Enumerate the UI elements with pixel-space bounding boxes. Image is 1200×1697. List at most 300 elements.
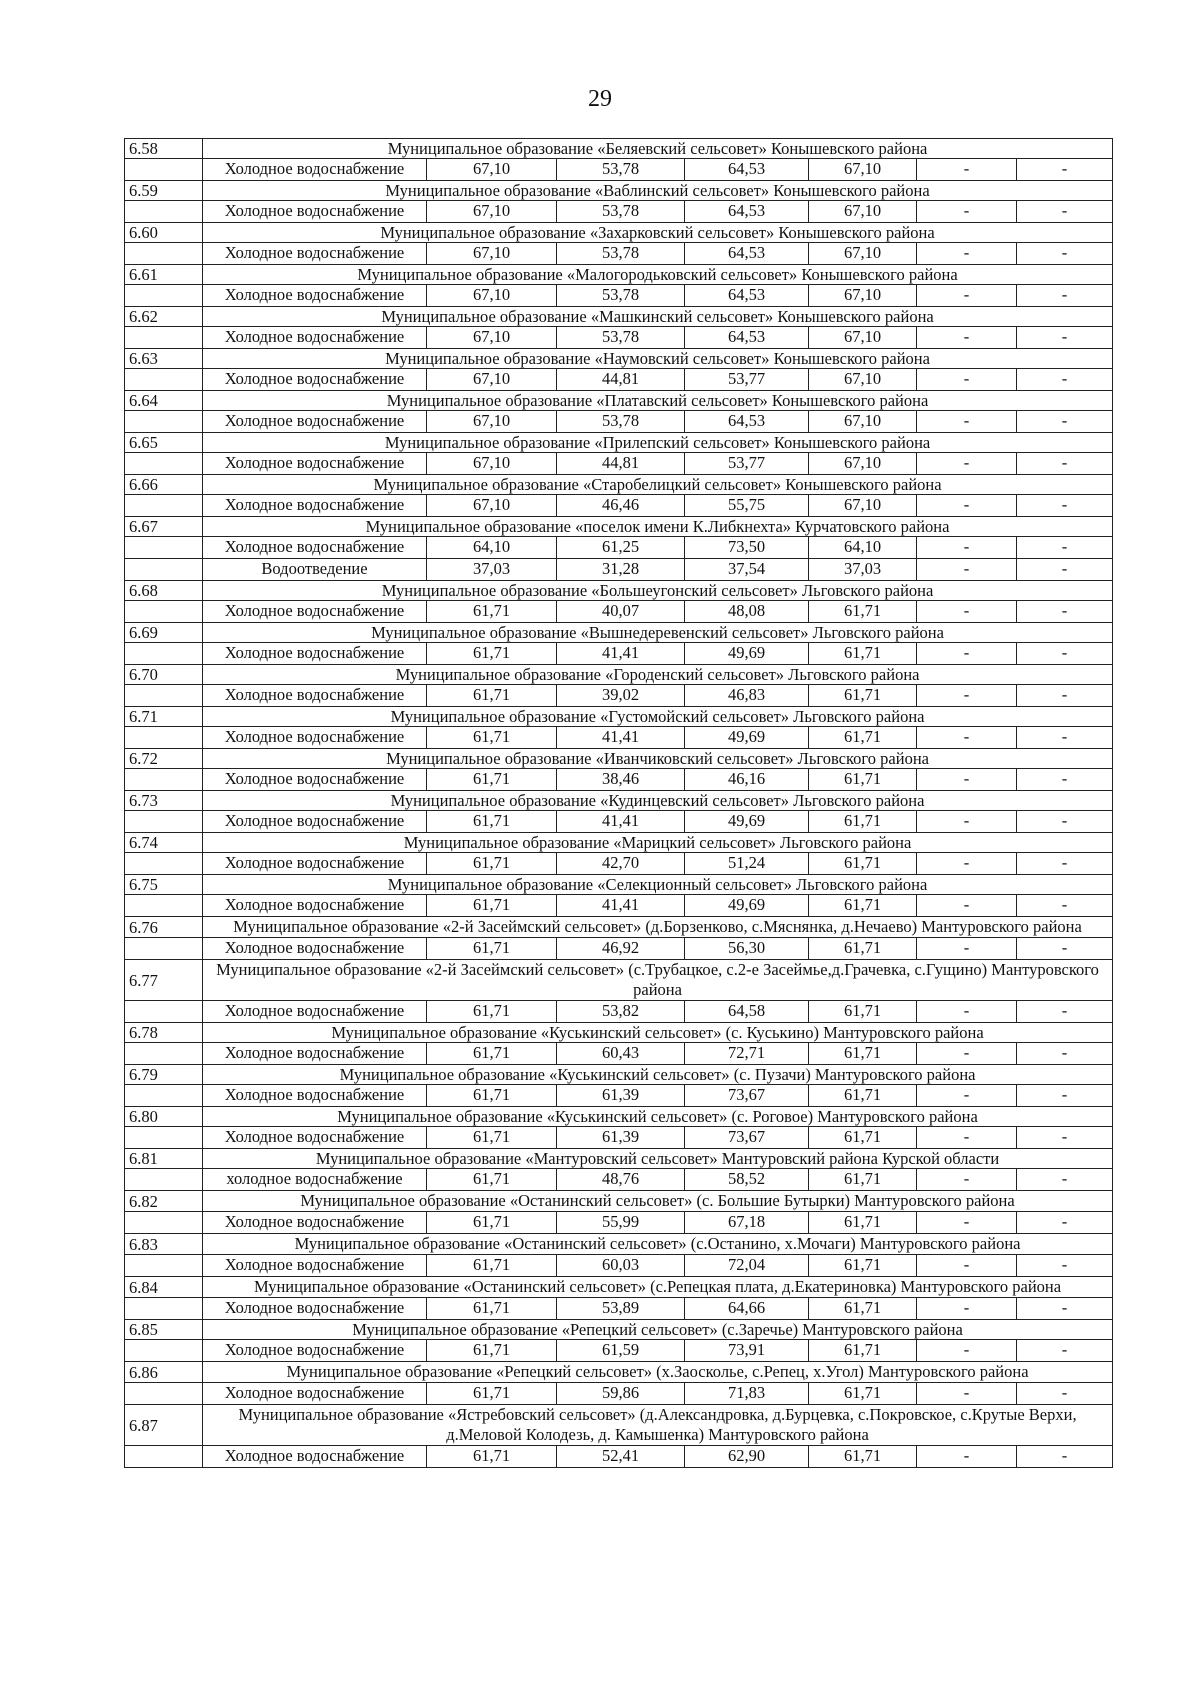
section-title: Муниципальное образование «Мантуровский сельсовет» Мантуровский района Курской области — [203, 1149, 1113, 1169]
section-title: Муниципальное образование «Останинский сельсовет» (с.Репецкая плата, д.Екатериновка) Мантуровского района — [203, 1277, 1113, 1298]
section-header-row — [125, 307, 1113, 327]
section-title: Муниципальное образование «2-й Засеймский сельсовет» (с.Трубацкое, с.2-е Засеймье,д.Грачевка, с.Гущино) Мантуровского района — [203, 960, 1113, 1001]
tariff-value: - — [1017, 201, 1113, 223]
tariff-value: - — [917, 769, 1017, 791]
tariff-value: 67,10 — [809, 327, 917, 349]
tariff-value: 67,10 — [809, 453, 917, 475]
tariff-value: 55,99 — [557, 1212, 685, 1234]
tariff-value: 55,75 — [685, 495, 809, 517]
section-title: Муниципальное образование «Машкинский сельсовет» Конышевского района — [203, 307, 1113, 327]
tariff-row — [125, 601, 1113, 623]
tariff-value: - — [1017, 453, 1113, 475]
tariff-value: 51,24 — [685, 853, 809, 875]
section-title: Муниципальное образование «Густомойский сельсовет» Льговского района — [203, 707, 1113, 727]
section-header-row — [125, 665, 1113, 685]
section-title: Муниципальное образование «Захарковский сельсовет» Конышевского района — [203, 223, 1113, 243]
tariff-row — [125, 643, 1113, 665]
tariff-value: - — [1017, 727, 1113, 749]
section-number: 6.61 — [125, 265, 203, 285]
section-title: Муниципальное образование «поселок имени К.Либкнехта» Курчатовского района — [203, 517, 1113, 537]
tariff-row — [125, 1446, 1113, 1468]
service-name: Холодное водоснабжение — [203, 643, 427, 665]
tariff-value: - — [1017, 1085, 1113, 1107]
section-title: Муниципальное образование «Селекционный сельсовет» Льговского района — [203, 875, 1113, 895]
tariff-value: - — [1017, 1043, 1113, 1065]
tariff-value: - — [1017, 643, 1113, 665]
tariff-value: 31,28 — [557, 559, 685, 581]
tariff-value: - — [1017, 895, 1113, 917]
tariff-value: 67,10 — [427, 495, 557, 517]
tariff-value: 61,71 — [427, 1127, 557, 1149]
tariff-value: 61,71 — [809, 1446, 917, 1468]
tariff-value: - — [1017, 327, 1113, 349]
service-name: Холодное водоснабжение — [203, 495, 427, 517]
tariff-value: - — [917, 495, 1017, 517]
tariff-value: 60,03 — [557, 1255, 685, 1277]
tariff-value: 61,71 — [427, 643, 557, 665]
tariff-value: 61,71 — [427, 1255, 557, 1277]
tariff-value: - — [1017, 938, 1113, 960]
tariff-row — [125, 1043, 1113, 1065]
tariff-value: 62,90 — [685, 1446, 809, 1468]
tariff-value: 61,71 — [427, 727, 557, 749]
tariff-value: - — [917, 938, 1017, 960]
tariff-value: 46,16 — [685, 769, 809, 791]
section-header-row — [125, 791, 1113, 811]
tariff-value: - — [917, 1255, 1017, 1277]
tariff-value: 67,10 — [809, 495, 917, 517]
tariff-value: 39,02 — [557, 685, 685, 707]
tariff-value: 61,71 — [427, 1298, 557, 1320]
tariff-row — [125, 327, 1113, 349]
tariff-value: 61,71 — [809, 853, 917, 875]
tariff-value: 64,10 — [809, 537, 917, 559]
tariff-value: 64,53 — [685, 327, 809, 349]
tariff-value: 42,70 — [557, 853, 685, 875]
tariff-value: 61,71 — [809, 811, 917, 833]
blank-cell — [125, 453, 203, 475]
service-name: Холодное водоснабжение — [203, 853, 427, 875]
section-title: Муниципальное образование «Репецкий сельсовет» (х.Заосколье, с.Репец, х.Угол) Мантуровского района — [203, 1362, 1113, 1383]
tariff-row — [125, 243, 1113, 265]
blank-cell — [125, 1446, 203, 1468]
section-header-row — [125, 917, 1113, 938]
tariff-value: - — [1017, 1169, 1113, 1191]
tariff-row — [125, 1169, 1113, 1191]
tariff-value: 73,67 — [685, 1085, 809, 1107]
tariff-value: 46,46 — [557, 495, 685, 517]
service-name: Холодное водоснабжение — [203, 243, 427, 265]
blank-cell — [125, 853, 203, 875]
tariff-row — [125, 285, 1113, 307]
tariff-value: 64,53 — [685, 243, 809, 265]
tariff-value: 67,10 — [427, 159, 557, 181]
tariff-value: - — [917, 1043, 1017, 1065]
blank-cell — [125, 601, 203, 623]
section-header-row — [125, 1107, 1113, 1127]
tariff-value: 61,71 — [809, 895, 917, 917]
tariff-value: 61,71 — [427, 1212, 557, 1234]
section-header-row — [125, 139, 1113, 159]
tariff-value: - — [917, 1212, 1017, 1234]
tariff-value: - — [1017, 1212, 1113, 1234]
tariff-row — [125, 1383, 1113, 1405]
service-name: Холодное водоснабжение — [203, 1043, 427, 1065]
tariff-value: 61,71 — [427, 1169, 557, 1191]
tariff-value: - — [1017, 411, 1113, 433]
tariff-row — [125, 1085, 1113, 1107]
section-number: 6.79 — [125, 1065, 203, 1085]
tariff-value: - — [1017, 1383, 1113, 1405]
section-number: 6.75 — [125, 875, 203, 895]
tariff-row — [125, 411, 1113, 433]
section-number: 6.60 — [125, 223, 203, 243]
tariff-value: - — [917, 243, 1017, 265]
tariff-value: 61,71 — [809, 938, 917, 960]
service-name: Холодное водоснабжение — [203, 1298, 427, 1320]
section-header-row — [125, 707, 1113, 727]
service-name: холодное водоснабжение — [203, 1169, 427, 1191]
blank-cell — [125, 1383, 203, 1405]
section-header-row — [125, 1277, 1113, 1298]
tariff-row — [125, 559, 1113, 581]
tariff-value: 52,41 — [557, 1446, 685, 1468]
service-name: Холодное водоснабжение — [203, 601, 427, 623]
section-number: 6.72 — [125, 749, 203, 769]
tariff-value: - — [917, 1383, 1017, 1405]
tariff-value: - — [1017, 243, 1113, 265]
section-number: 6.82 — [125, 1191, 203, 1212]
section-number: 6.66 — [125, 475, 203, 495]
section-number: 6.86 — [125, 1362, 203, 1383]
section-header-row — [125, 391, 1113, 411]
tariff-value: - — [917, 453, 1017, 475]
tariff-value: 61,39 — [557, 1127, 685, 1149]
tariff-value: 49,69 — [685, 727, 809, 749]
tariff-value: - — [1017, 1340, 1113, 1362]
tariff-value: 61,59 — [557, 1340, 685, 1362]
tariff-row — [125, 1340, 1113, 1362]
tariff-value: 61,71 — [427, 1446, 557, 1468]
tariff-value: 46,92 — [557, 938, 685, 960]
tariff-row — [125, 1298, 1113, 1320]
tariff-value: - — [917, 643, 1017, 665]
section-title: Муниципальное образование «Прилепский сельсовет» Конышевского района — [203, 433, 1113, 453]
tariff-value: - — [1017, 853, 1113, 875]
tariff-value: 64,53 — [685, 159, 809, 181]
tariff-value: - — [917, 1127, 1017, 1149]
tariff-value: 67,10 — [427, 369, 557, 391]
tariff-value: - — [917, 1085, 1017, 1107]
section-title: Муниципальное образование «2-й Засеймский сельсовет» (д.Борзенково, с.Мяснянка, д.Нечаево) Мантуровского района — [203, 917, 1113, 938]
tariff-value: 67,10 — [427, 327, 557, 349]
tariff-value: 53,78 — [557, 327, 685, 349]
blank-cell — [125, 327, 203, 349]
section-number: 6.70 — [125, 665, 203, 685]
tariff-value: 61,71 — [427, 769, 557, 791]
tariff-value: 61,39 — [557, 1085, 685, 1107]
tariff-row — [125, 811, 1113, 833]
tariff-value: 64,53 — [685, 201, 809, 223]
tariff-value: - — [917, 853, 1017, 875]
section-title: Муниципальное образование «Марицкий сельсовет» Льговского района — [203, 833, 1113, 853]
tariff-value: - — [917, 1169, 1017, 1191]
blank-cell — [125, 1127, 203, 1149]
service-name: Холодное водоснабжение — [203, 1127, 427, 1149]
tariff-value: 61,71 — [427, 1383, 557, 1405]
tariff-value: 41,41 — [557, 727, 685, 749]
section-title: Муниципальное образование «Вышнедеревенский сельсовет» Льговского района — [203, 623, 1113, 643]
section-title: Муниципальное образование «Наумовский сельсовет» Конышевского района — [203, 349, 1113, 369]
section-number: 6.83 — [125, 1234, 203, 1255]
tariff-value: 61,71 — [427, 601, 557, 623]
section-header-row — [125, 1405, 1113, 1446]
tariff-table — [124, 138, 1113, 1468]
section-header-row — [125, 223, 1113, 243]
service-name: Холодное водоснабжение — [203, 895, 427, 917]
tariff-value: 53,78 — [557, 411, 685, 433]
tariff-value: - — [917, 1340, 1017, 1362]
tariff-row — [125, 1212, 1113, 1234]
section-number: 6.67 — [125, 517, 203, 537]
tariff-value: 67,18 — [685, 1212, 809, 1234]
tariff-value: 61,71 — [809, 1043, 917, 1065]
blank-cell — [125, 201, 203, 223]
service-name: Холодное водоснабжение — [203, 201, 427, 223]
tariff-value: 53,89 — [557, 1298, 685, 1320]
service-name: Холодное водоснабжение — [203, 769, 427, 791]
section-title: Муниципальное образование «Большеугонский сельсовет» Льговского района — [203, 581, 1113, 601]
tariff-value: 61,71 — [809, 1298, 917, 1320]
tariff-value: - — [1017, 1001, 1113, 1023]
tariff-value: 67,10 — [809, 243, 917, 265]
service-name: Холодное водоснабжение — [203, 1085, 427, 1107]
section-title: Муниципальное образование «Платавский сельсовет» Конышевского района — [203, 391, 1113, 411]
tariff-value: 53,78 — [557, 159, 685, 181]
tariff-value: - — [1017, 495, 1113, 517]
section-header-row — [125, 475, 1113, 495]
section-title: Муниципальное образование «Городенский сельсовет» Льговского района — [203, 665, 1113, 685]
tariff-value: - — [1017, 1446, 1113, 1468]
service-name: Холодное водоснабжение — [203, 327, 427, 349]
tariff-row — [125, 159, 1113, 181]
tariff-value: 73,67 — [685, 1127, 809, 1149]
tariff-value: 37,54 — [685, 559, 809, 581]
tariff-value: 41,41 — [557, 811, 685, 833]
tariff-value: 61,71 — [427, 1085, 557, 1107]
section-number: 6.69 — [125, 623, 203, 643]
section-header-row — [125, 433, 1113, 453]
tariff-value: - — [917, 559, 1017, 581]
service-name: Холодное водоснабжение — [203, 1446, 427, 1468]
tariff-value: 71,83 — [685, 1383, 809, 1405]
tariff-value: 59,86 — [557, 1383, 685, 1405]
tariff-value: 61,71 — [809, 1169, 917, 1191]
tariff-value: - — [917, 1298, 1017, 1320]
blank-cell — [125, 643, 203, 665]
tariff-row — [125, 453, 1113, 475]
tariff-value: 73,91 — [685, 1340, 809, 1362]
tariff-row — [125, 1127, 1113, 1149]
tariff-value: 48,76 — [557, 1169, 685, 1191]
tariff-row — [125, 769, 1113, 791]
section-header-row — [125, 1234, 1113, 1255]
section-header-row — [125, 1362, 1113, 1383]
section-number: 6.80 — [125, 1107, 203, 1127]
tariff-value: 61,25 — [557, 537, 685, 559]
tariff-value: 61,71 — [809, 685, 917, 707]
tariff-value: 67,10 — [809, 159, 917, 181]
service-name: Холодное водоснабжение — [203, 1212, 427, 1234]
tariff-value: 58,52 — [685, 1169, 809, 1191]
tariff-value: 64,53 — [685, 411, 809, 433]
blank-cell — [125, 1340, 203, 1362]
tariff-value: 37,03 — [427, 559, 557, 581]
tariff-value: 44,81 — [557, 453, 685, 475]
section-header-row — [125, 1149, 1113, 1169]
blank-cell — [125, 285, 203, 307]
tariff-value: 67,10 — [427, 411, 557, 433]
section-header-row — [125, 1320, 1113, 1340]
section-title: Муниципальное образование «Кудинцевский сельсовет» Льговского района — [203, 791, 1113, 811]
section-title: Муниципальное образование «Старобелицкий сельсовет» Конышевского района — [203, 475, 1113, 495]
tariff-value: 61,71 — [809, 727, 917, 749]
tariff-value: 67,10 — [427, 201, 557, 223]
tariff-row — [125, 1255, 1113, 1277]
tariff-value: - — [1017, 685, 1113, 707]
section-number: 6.64 — [125, 391, 203, 411]
tariff-value: 61,71 — [427, 1043, 557, 1065]
blank-cell — [125, 1298, 203, 1320]
tariff-value: 53,78 — [557, 201, 685, 223]
section-title: Муниципальное образование «Куськинский сельсовет» (с. Куськино) Мантуровского района — [203, 1023, 1113, 1043]
section-title: Муниципальное образование «Куськинский сельсовет» (с. Пузачи) Мантуровского района — [203, 1065, 1113, 1085]
section-number: 6.78 — [125, 1023, 203, 1043]
tariff-table-body — [125, 139, 1113, 1468]
service-name: Холодное водоснабжение — [203, 369, 427, 391]
tariff-value: 64,53 — [685, 285, 809, 307]
tariff-row — [125, 1001, 1113, 1023]
tariff-row — [125, 495, 1113, 517]
service-name: Водоотведение — [203, 559, 427, 581]
section-number: 6.63 — [125, 349, 203, 369]
tariff-value: 61,71 — [809, 643, 917, 665]
tariff-value: - — [917, 685, 1017, 707]
tariff-value: - — [917, 601, 1017, 623]
tariff-row — [125, 938, 1113, 960]
section-number: 6.81 — [125, 1149, 203, 1169]
section-number: 6.77 — [125, 960, 203, 1001]
tariff-value: 46,83 — [685, 685, 809, 707]
tariff-value: 61,71 — [427, 1340, 557, 1362]
blank-cell — [125, 769, 203, 791]
section-number: 6.84 — [125, 1277, 203, 1298]
section-number: 6.73 — [125, 791, 203, 811]
blank-cell — [125, 938, 203, 960]
tariff-value: 49,69 — [685, 643, 809, 665]
tariff-value: - — [917, 1001, 1017, 1023]
section-header-row — [125, 349, 1113, 369]
tariff-value: 61,71 — [427, 853, 557, 875]
tariff-row — [125, 201, 1113, 223]
blank-cell — [125, 495, 203, 517]
tariff-value: 67,10 — [809, 285, 917, 307]
blank-cell — [125, 895, 203, 917]
service-name: Холодное водоснабжение — [203, 1255, 427, 1277]
tariff-row — [125, 853, 1113, 875]
service-name: Холодное водоснабжение — [203, 537, 427, 559]
section-title: Муниципальное образование «Иванчиковский сельсовет» Льговского района — [203, 749, 1113, 769]
blank-cell — [125, 537, 203, 559]
tariff-row — [125, 895, 1113, 917]
blank-cell — [125, 1255, 203, 1277]
tariff-row — [125, 685, 1113, 707]
blank-cell — [125, 159, 203, 181]
section-header-row — [125, 517, 1113, 537]
tariff-value: 48,08 — [685, 601, 809, 623]
tariff-value: - — [917, 369, 1017, 391]
tariff-value: 53,82 — [557, 1001, 685, 1023]
service-name: Холодное водоснабжение — [203, 1340, 427, 1362]
blank-cell — [125, 685, 203, 707]
blank-cell — [125, 1001, 203, 1023]
tariff-value: 61,71 — [427, 685, 557, 707]
tariff-value: 67,10 — [427, 243, 557, 265]
section-header-row — [125, 960, 1113, 1001]
tariff-value: - — [917, 727, 1017, 749]
blank-cell — [125, 369, 203, 391]
section-title: Муниципальное образование «Останинский сельсовет» (с.Останино, х.Мочаги) Мантуровского района — [203, 1234, 1113, 1255]
tariff-value: 53,77 — [685, 369, 809, 391]
section-header-row — [125, 833, 1113, 853]
tariff-value: 61,71 — [809, 601, 917, 623]
service-name: Холодное водоснабжение — [203, 453, 427, 475]
section-header-row — [125, 265, 1113, 285]
tariff-value: - — [917, 811, 1017, 833]
service-name: Холодное водоснабжение — [203, 1383, 427, 1405]
tariff-value: - — [1017, 601, 1113, 623]
tariff-value: - — [1017, 537, 1113, 559]
section-header-row — [125, 181, 1113, 201]
tariff-row — [125, 369, 1113, 391]
tariff-value: 53,77 — [685, 453, 809, 475]
tariff-value: 41,41 — [557, 895, 685, 917]
tariff-value: - — [1017, 159, 1113, 181]
section-number: 6.74 — [125, 833, 203, 853]
section-number: 6.87 — [125, 1405, 203, 1446]
tariff-value: 61,71 — [809, 1255, 917, 1277]
tariff-value: 67,10 — [809, 369, 917, 391]
tariff-value: 44,81 — [557, 369, 685, 391]
service-name: Холодное водоснабжение — [203, 811, 427, 833]
section-header-row — [125, 581, 1113, 601]
section-title: Муниципальное образование «Ястребовский сельсовет» (д.Александровка, д.Бурцевка, с.Покровское, с.Крутые Верхи, д.Меловой Колодезь, д. Камышенка) Мантуровского района — [203, 1405, 1113, 1446]
service-name: Холодное водоснабжение — [203, 285, 427, 307]
section-title: Муниципальное образование «Ваблинский сельсовет» Конышевского района — [203, 181, 1113, 201]
blank-cell — [125, 1169, 203, 1191]
service-name: Холодное водоснабжение — [203, 938, 427, 960]
section-title: Муниципальное образование «Малогородьковский сельсовет» Конышевского района — [203, 265, 1113, 285]
section-number: 6.85 — [125, 1320, 203, 1340]
tariff-value: 73,50 — [685, 537, 809, 559]
tariff-value: 56,30 — [685, 938, 809, 960]
tariff-value: 61,71 — [809, 769, 917, 791]
tariff-value: 67,10 — [427, 285, 557, 307]
section-header-row — [125, 623, 1113, 643]
section-title: Муниципальное образование «Репецкий сельсовет» (с.Заречье) Мантуровского района — [203, 1320, 1113, 1340]
tariff-value: - — [1017, 1298, 1113, 1320]
tariff-value: - — [1017, 285, 1113, 307]
